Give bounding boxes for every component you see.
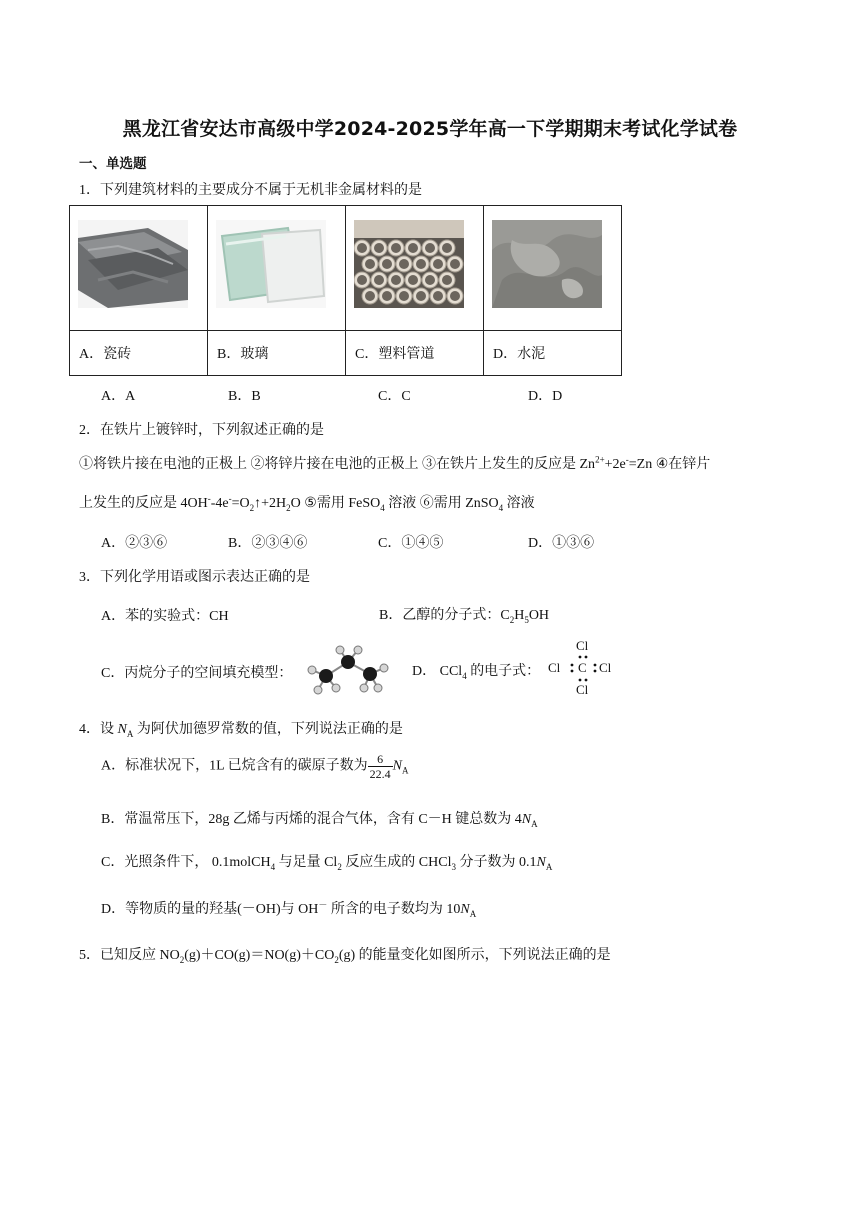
q4-option-b[interactable]: B．常温常压下，28g 乙烯与丙烯的混合气体，含有 C－H 键总数为 $4N_A$ — [101, 812, 538, 829]
page-title: 黑龙江省安达市高级中学2024-2025学年高一下学期期末考试化学试卷 — [122, 118, 738, 140]
question-4-stem: 4．设 $N_A$ 为阿伏加德罗常数的值，下列说法正确的是 — [79, 722, 403, 739]
q3-option-c[interactable]: C．丙烷分子的空间填充模型： — [101, 666, 293, 681]
q3-option-a[interactable]: A．苯的实验式：CH — [101, 609, 229, 624]
q2-option-a[interactable]: A．②③⑥ — [101, 536, 168, 551]
question-3-stem: 3．下列化学用语或图示表达正确的是 — [79, 570, 310, 585]
plastic-pipe-image — [354, 220, 464, 308]
fraction: $\frac{6}{22.4}$ — [369, 752, 391, 781]
ccl4-lewis-structure: Cl Cl C Cl Cl — [548, 638, 618, 700]
q3-option-d[interactable]: D． CCl$_4$ 的电子式： — [412, 664, 541, 681]
question-2-line-2: 上发生的反应是 $4OH^--4e^-=O_2↑+2H_2O$ ⑤需用 FeSO$_4$ 溶液 ⑥需用 ZnSO$_4$ 溶液 — [79, 493, 535, 513]
table-label-a: A．瓷砖 — [70, 331, 208, 376]
table-label-d: D．水泥 — [484, 331, 622, 376]
glass-image-cell — [208, 206, 346, 331]
cement-image — [492, 220, 602, 308]
q1-option-c[interactable]: C．C — [378, 389, 411, 404]
question-2-stem: 2．在铁片上镀锌时，下列叙述正确的是 — [79, 423, 324, 438]
q4-option-c[interactable]: C．光照条件下， 0.1molCH$_4$ 与足量 $Cl_2$ 反应生成的 CHCl$_3$ 分子数为 $0.1N_A$ — [101, 855, 553, 872]
plastic-pipe-image-cell — [346, 206, 484, 331]
q1-option-a[interactable]: A．A — [101, 389, 136, 404]
q2-option-b[interactable]: B．②③④⑥ — [228, 536, 308, 551]
cement-image-cell — [484, 206, 622, 331]
table-label-c: C．塑料管道 — [346, 331, 484, 376]
q4-option-d[interactable]: D．等物质的量的羟基(－OH)与 OH－ 所含的电子数均为 $10N_A$ — [101, 899, 477, 919]
table-label-b: B．玻璃 — [208, 331, 346, 376]
q4-option-a[interactable]: A．标准状况下，1L 已烷含有的碳原子数为 $\frac{6}{22.4}$ $N_A$ — [101, 752, 409, 781]
question-5-stem: 5．已知反应 $NO_2(g)+CO(g)=NO(g)+CO_2(g)$ 的能量变化如图所示，下列说法正确的是 — [79, 948, 611, 965]
q1-option-d[interactable]: D．D — [528, 389, 563, 404]
tile-image-cell — [70, 206, 208, 331]
q2-option-d[interactable]: D．①③⑥ — [528, 536, 595, 551]
glass-image — [216, 220, 326, 308]
lewis-electron-dots — [548, 638, 618, 700]
q1-option-b[interactable]: B．B — [228, 389, 261, 404]
question-1-stem: 1．下列建筑材料的主要成分不属于无机非金属材料的是 — [79, 183, 422, 198]
q2-option-c[interactable]: C．①④⑤ — [378, 536, 444, 551]
ceramic-tile-image — [78, 220, 188, 308]
section-heading: 一、单选题 — [79, 156, 147, 172]
materials-table — [69, 205, 622, 376]
question-2-line-1: ①将铁片接在电池的正极上 ②将锌片接在电池的正极上 ③在铁片上发生的反应是 $Zn^{2+}+2e^-=Zn$ ④在锌片 — [79, 454, 711, 472]
propane-space-filling-model-image — [304, 642, 392, 698]
q3-option-b[interactable]: B．乙醇的分子式：$C_2H_5OH$ — [379, 608, 550, 625]
